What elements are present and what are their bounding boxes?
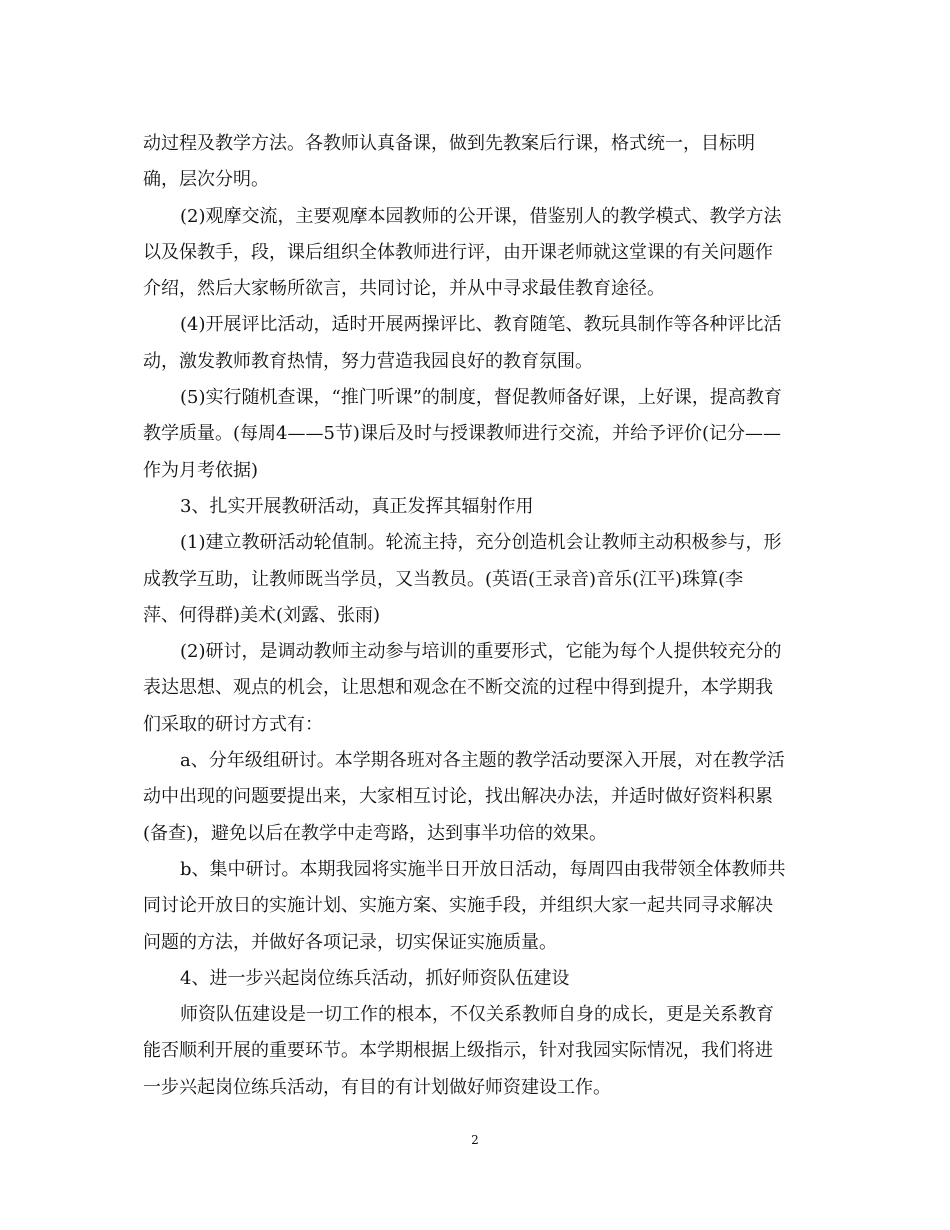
paragraph-first-line: (2)研讨，是调动教师主动参与培训的重要形式，它能为每个人提供较充分的 xyxy=(180,641,782,663)
text-line: 确，层次分明。 xyxy=(143,169,269,191)
page-number: 2 xyxy=(471,1133,479,1147)
text-line: 作为月考依据) xyxy=(143,459,259,481)
text-line: 同讨论开放日的实施计划、实施方案、实施手段，并组织大家一起共同寻求解决 xyxy=(143,895,773,917)
text-line: 动，激发教师教育热情，努力营造我园良好的教育氛围。 xyxy=(143,350,593,372)
text-line: 能否顺利开展的重要环节。本学期根据上级指示，针对我园实际情况，我们将进 xyxy=(143,1040,773,1062)
text-line: 动中出现的问题要提出来，大家相互讨论，找出解决办法，并适时做好资料积累 xyxy=(143,786,773,808)
paragraph-first-line: (4)开展评比活动，适时开展两操评比、教育随笔、教玩具制作等各种评比活 xyxy=(180,314,782,336)
paragraph-first-line: (5)实行随机查课，“推门听课”的制度，督促教师备好课，上好课，提高教育 xyxy=(180,387,782,409)
paragraph-first-line: 师资队伍建设是一切工作的根本，不仅关系教师自身的成长，更是关系教育 xyxy=(180,1004,774,1026)
paragraph-first-line: (1)建立教研活动轮值制。轮流主持，充分创造机会让教师主动积极参与，形 xyxy=(180,532,782,554)
text-line: 介绍，然后大家畅所欲言，共同讨论，并从中寻求最佳教育途径。 xyxy=(143,278,665,300)
text-line: 表达思想、观点的机会，让思想和观念在不断交流的过程中得到提升，本学期我 xyxy=(143,677,773,699)
text-line: 一步兴起岗位练兵活动，有目的有计划做好师资建设工作。 xyxy=(143,1076,611,1098)
text-line: 们采取的研讨方式有： xyxy=(143,713,323,735)
section-heading: 4、进一步兴起岗位练兵活动，抓好师资队伍建设 xyxy=(180,967,570,989)
text-line: 教学质量。(每周4——5节)课后及时与授课教师进行交流，并给予评价(记分—— xyxy=(143,423,781,445)
paragraph-first-line: a、分年级组研讨。本学期各班对各主题的教学活动要深入开展，对在教学活 xyxy=(180,750,785,772)
text-line: 问题的方法，并做好各项记录，切实保证实施质量。 xyxy=(143,931,557,953)
text-line: (备查)，避免以后在教学中走弯路，达到事半功倍的效果。 xyxy=(143,822,608,844)
section-heading: 3、扎实开展教研活动，真正发挥其辐射作用 xyxy=(180,495,534,517)
text-line: 萍、何得群)美术(刘露、张雨) xyxy=(143,604,381,626)
text-line: 成教学互助，让教师既当学员，又当教员。(英语(王录音)音乐(江平)珠算(李 xyxy=(143,568,744,590)
text-line: 以及保教手，段，课后组织全体教师进行评，由开课老师就这堂课的有关问题作 xyxy=(143,241,773,263)
paragraph-first-line: b、集中研讨。本期我园将实施半日开放日活动，每周四由我带领全体教师共 xyxy=(180,858,786,880)
text-line: 动过程及教学方法。各教师认真备课，做到先教案后行课，格式统一，目标明 xyxy=(143,133,755,154)
document-body xyxy=(143,126,813,1106)
paragraph-first-line: (2)观摩交流，主要观摩本园教师的公开课，借鉴别人的教学模式、教学方法 xyxy=(180,205,782,227)
